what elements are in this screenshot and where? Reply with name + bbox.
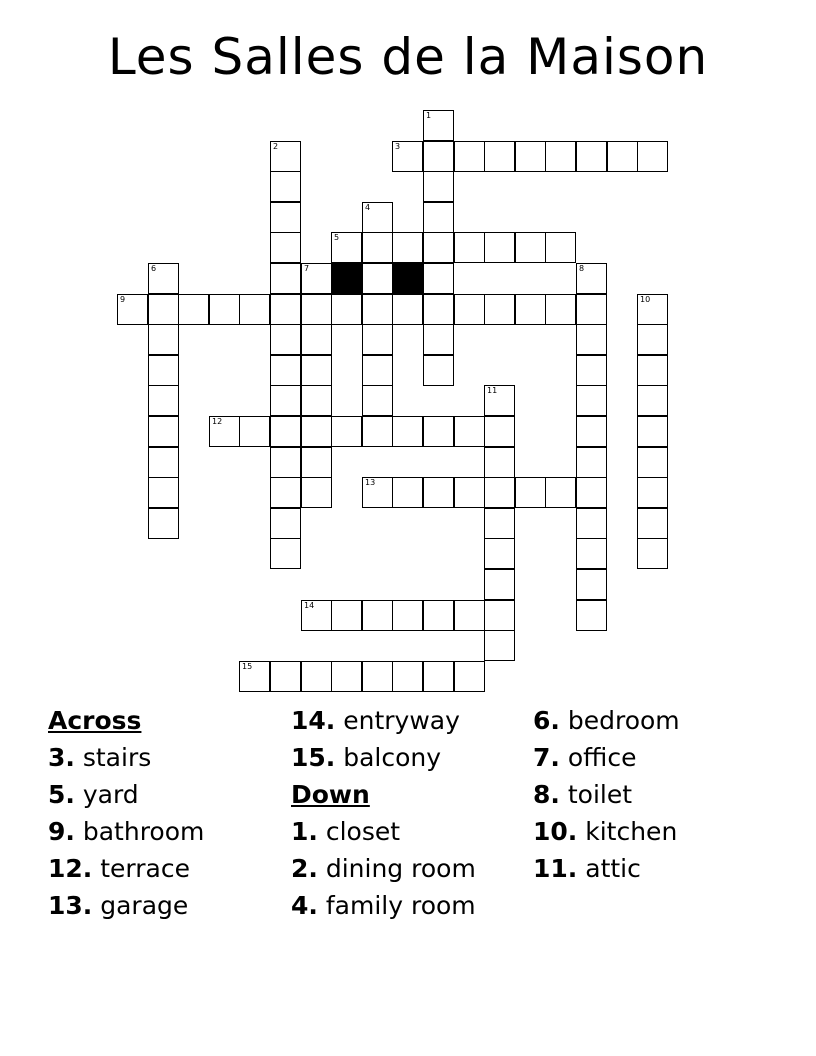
clue-text: office bbox=[559, 743, 637, 772]
black-square bbox=[331, 263, 362, 294]
grid-cell[interactable] bbox=[270, 447, 301, 478]
grid-cell[interactable] bbox=[637, 294, 668, 325]
grid-cell[interactable] bbox=[301, 263, 332, 294]
clue-item bbox=[48, 776, 204, 813]
grid-cell[interactable] bbox=[576, 385, 607, 416]
grid-cell[interactable] bbox=[484, 141, 515, 172]
grid-cell[interactable] bbox=[148, 324, 179, 355]
grid-cell[interactable] bbox=[148, 355, 179, 386]
grid-cell[interactable] bbox=[637, 416, 668, 447]
grid-cell[interactable] bbox=[239, 661, 270, 692]
grid-cell[interactable] bbox=[331, 294, 362, 325]
grid-cell[interactable] bbox=[301, 477, 332, 508]
grid-cell[interactable] bbox=[484, 538, 515, 569]
grid-cell[interactable] bbox=[637, 508, 668, 539]
grid-cell[interactable] bbox=[515, 232, 546, 263]
grid-cell[interactable] bbox=[270, 661, 301, 692]
clue-text: closet bbox=[317, 817, 401, 846]
grid-cell[interactable] bbox=[270, 202, 301, 233]
grid-cell[interactable] bbox=[362, 263, 393, 294]
grid-cell[interactable] bbox=[270, 141, 301, 172]
grid-cell[interactable] bbox=[301, 447, 332, 478]
grid-cell[interactable] bbox=[454, 416, 485, 447]
clue-number-label: 3. bbox=[48, 743, 75, 772]
grid-cell[interactable] bbox=[545, 294, 576, 325]
clue-text: dining room bbox=[317, 854, 476, 883]
grid-cell[interactable] bbox=[454, 232, 485, 263]
grid-cell[interactable] bbox=[637, 385, 668, 416]
grid-cell[interactable] bbox=[423, 600, 454, 631]
grid-cell[interactable] bbox=[484, 416, 515, 447]
grid-cell[interactable] bbox=[392, 232, 423, 263]
down-heading: Down bbox=[291, 780, 370, 809]
grid-cell[interactable] bbox=[392, 600, 423, 631]
grid-cell[interactable] bbox=[576, 263, 607, 294]
grid-cell[interactable] bbox=[484, 232, 515, 263]
grid-cell[interactable] bbox=[454, 600, 485, 631]
clue-item bbox=[533, 702, 680, 739]
clue-number-label: 7. bbox=[533, 743, 560, 772]
clue-number-label: 8. bbox=[533, 780, 560, 809]
clue-item bbox=[291, 850, 476, 887]
clue-item bbox=[48, 887, 204, 924]
grid-cell[interactable] bbox=[423, 416, 454, 447]
clue-text: kitchen bbox=[577, 817, 678, 846]
grid-cell[interactable] bbox=[270, 324, 301, 355]
grid-cell[interactable] bbox=[301, 324, 332, 355]
clue-column-1 bbox=[48, 702, 204, 924]
grid-cell[interactable] bbox=[637, 324, 668, 355]
grid-cell[interactable] bbox=[362, 385, 393, 416]
grid-cell[interactable] bbox=[117, 294, 148, 325]
grid-cell[interactable] bbox=[148, 294, 179, 325]
grid-cell[interactable] bbox=[392, 141, 423, 172]
clue-item bbox=[533, 813, 680, 850]
grid-cell[interactable] bbox=[148, 508, 179, 539]
grid-cell[interactable] bbox=[270, 355, 301, 386]
clue-text: family room bbox=[317, 891, 476, 920]
grid-cell[interactable] bbox=[637, 477, 668, 508]
grid-cell[interactable] bbox=[423, 661, 454, 692]
clue-item bbox=[291, 739, 476, 776]
grid-cell[interactable] bbox=[637, 538, 668, 569]
grid-cell[interactable] bbox=[545, 141, 576, 172]
clue-number: 10 bbox=[640, 295, 651, 304]
grid-cell[interactable] bbox=[392, 477, 423, 508]
grid-cell[interactable] bbox=[423, 324, 454, 355]
clue-column-2 bbox=[291, 702, 476, 924]
clue-number-label: 15. bbox=[291, 743, 336, 772]
clue-item bbox=[533, 776, 680, 813]
clue-text: bedroom bbox=[559, 706, 680, 735]
grid-cell[interactable] bbox=[148, 263, 179, 294]
grid-cell[interactable] bbox=[362, 477, 393, 508]
clue-text: toilet bbox=[559, 780, 633, 809]
grid-cell[interactable] bbox=[423, 294, 454, 325]
grid-cell[interactable] bbox=[454, 477, 485, 508]
clue-number-label: 11. bbox=[533, 854, 578, 883]
clue-number: 12 bbox=[212, 417, 223, 426]
grid-cell[interactable] bbox=[270, 385, 301, 416]
grid-cell[interactable] bbox=[576, 416, 607, 447]
clue-number: 7 bbox=[304, 264, 310, 273]
clue-text: terrace bbox=[92, 854, 190, 883]
grid-cell[interactable] bbox=[423, 171, 454, 202]
clue-number-label: 9. bbox=[48, 817, 75, 846]
grid-cell[interactable] bbox=[454, 294, 485, 325]
grid-cell[interactable] bbox=[545, 477, 576, 508]
grid-cell[interactable] bbox=[637, 447, 668, 478]
grid-cell[interactable] bbox=[515, 294, 546, 325]
grid-cell[interactable] bbox=[454, 661, 485, 692]
grid-cell[interactable] bbox=[576, 141, 607, 172]
grid-cell[interactable] bbox=[301, 600, 332, 631]
grid-cell[interactable] bbox=[270, 538, 301, 569]
grid-cell[interactable] bbox=[576, 538, 607, 569]
grid-cell[interactable] bbox=[362, 661, 393, 692]
grid-cell[interactable] bbox=[270, 232, 301, 263]
grid-cell[interactable] bbox=[178, 294, 209, 325]
clue-item bbox=[291, 702, 476, 739]
grid-cell[interactable] bbox=[270, 508, 301, 539]
grid-cell[interactable] bbox=[423, 232, 454, 263]
grid-cell[interactable] bbox=[239, 416, 270, 447]
clue-number-label: 13. bbox=[48, 891, 93, 920]
grid-cell[interactable] bbox=[392, 416, 423, 447]
clue-number: 9 bbox=[120, 295, 126, 304]
grid-cell[interactable] bbox=[484, 569, 515, 600]
grid-cell[interactable] bbox=[301, 294, 332, 325]
clue-number-label: 2. bbox=[291, 854, 318, 883]
grid-cell[interactable] bbox=[362, 202, 393, 233]
grid-cell[interactable] bbox=[362, 294, 393, 325]
clue-text: attic bbox=[577, 854, 641, 883]
grid-cell[interactable] bbox=[301, 355, 332, 386]
puzzle-title: Les Salles de la Maison bbox=[107, 28, 709, 86]
grid-cell[interactable] bbox=[423, 355, 454, 386]
clue-text: yard bbox=[74, 780, 139, 809]
clue-number: 2 bbox=[273, 142, 279, 151]
clue-item bbox=[533, 739, 680, 776]
grid-cell[interactable] bbox=[331, 232, 362, 263]
clue-number: 14 bbox=[304, 601, 315, 610]
clue-number: 6 bbox=[151, 264, 157, 273]
grid-cell[interactable] bbox=[576, 447, 607, 478]
grid-cell[interactable] bbox=[454, 141, 485, 172]
grid-cell[interactable] bbox=[148, 447, 179, 478]
clue-number: 13 bbox=[365, 478, 376, 487]
clue-number: 4 bbox=[365, 203, 371, 212]
grid-cell[interactable] bbox=[270, 477, 301, 508]
clue-number-label: 1. bbox=[291, 817, 318, 846]
grid-cell[interactable] bbox=[484, 600, 515, 631]
grid-cell[interactable] bbox=[392, 294, 423, 325]
grid-cell[interactable] bbox=[607, 141, 638, 172]
clue-number-label: 4. bbox=[291, 891, 318, 920]
clue-item bbox=[291, 813, 476, 850]
grid-cell[interactable] bbox=[331, 600, 362, 631]
grid-cell[interactable] bbox=[362, 600, 393, 631]
clue-item bbox=[48, 813, 204, 850]
grid-cell[interactable] bbox=[637, 355, 668, 386]
grid-cell[interactable] bbox=[484, 508, 515, 539]
grid-cell[interactable] bbox=[484, 385, 515, 416]
grid-cell[interactable] bbox=[270, 416, 301, 447]
clue-number: 15 bbox=[242, 662, 253, 671]
across-clue-list bbox=[48, 739, 204, 924]
grid-cell[interactable] bbox=[484, 630, 515, 661]
grid-cell[interactable] bbox=[637, 141, 668, 172]
grid-cell[interactable] bbox=[270, 171, 301, 202]
clue-text: bathroom bbox=[74, 817, 205, 846]
grid-cell[interactable] bbox=[576, 569, 607, 600]
clue-column-3 bbox=[533, 702, 680, 887]
grid-cell[interactable] bbox=[362, 324, 393, 355]
clue-number-label: 10. bbox=[533, 817, 578, 846]
grid-cell[interactable] bbox=[484, 447, 515, 478]
grid-cell[interactable] bbox=[484, 477, 515, 508]
grid-cell[interactable] bbox=[270, 294, 301, 325]
clue-number: 8 bbox=[579, 264, 585, 273]
grid-cell[interactable] bbox=[392, 661, 423, 692]
grid-cell[interactable] bbox=[331, 416, 362, 447]
clue-number-label: 6. bbox=[533, 706, 560, 735]
clue-text: garage bbox=[92, 891, 189, 920]
grid-cell[interactable] bbox=[209, 294, 240, 325]
grid-cell[interactable] bbox=[148, 477, 179, 508]
grid-cell[interactable] bbox=[148, 385, 179, 416]
clue-text: balcony bbox=[335, 743, 442, 772]
grid-cell[interactable] bbox=[515, 141, 546, 172]
grid-cell[interactable] bbox=[362, 232, 393, 263]
grid-cell[interactable] bbox=[209, 416, 240, 447]
clue-item bbox=[48, 850, 204, 887]
clue-number: 3 bbox=[395, 142, 401, 151]
grid-cell[interactable] bbox=[301, 416, 332, 447]
clue-number: 1 bbox=[426, 111, 432, 120]
grid-cell[interactable] bbox=[545, 232, 576, 263]
clue-number: 5 bbox=[334, 233, 340, 242]
clue-item bbox=[533, 850, 680, 887]
grid-cell[interactable] bbox=[576, 294, 607, 325]
grid-cell[interactable] bbox=[423, 141, 454, 172]
black-square bbox=[392, 263, 423, 294]
across-heading: Across bbox=[48, 706, 142, 735]
grid-cell[interactable] bbox=[301, 385, 332, 416]
grid-cell[interactable] bbox=[484, 294, 515, 325]
clue-text: entryway bbox=[335, 706, 460, 735]
grid-cell[interactable] bbox=[239, 294, 270, 325]
grid-cell[interactable] bbox=[270, 263, 301, 294]
down-clue-list-continued bbox=[533, 702, 680, 887]
grid-cell[interactable] bbox=[423, 202, 454, 233]
grid-cell[interactable] bbox=[148, 416, 179, 447]
grid-cell[interactable] bbox=[576, 477, 607, 508]
grid-cell[interactable] bbox=[423, 110, 454, 141]
clue-text: stairs bbox=[74, 743, 152, 772]
grid-cell[interactable] bbox=[576, 508, 607, 539]
grid-cell[interactable] bbox=[576, 355, 607, 386]
grid-cell[interactable] bbox=[576, 600, 607, 631]
grid-cell[interactable] bbox=[301, 661, 332, 692]
clue-item bbox=[48, 739, 204, 776]
clue-number-label: 14. bbox=[291, 706, 336, 735]
clue-number-label: 5. bbox=[48, 780, 75, 809]
grid-cell[interactable] bbox=[362, 416, 393, 447]
clue-item bbox=[291, 887, 476, 924]
down-clue-list bbox=[291, 813, 476, 924]
grid-cell[interactable] bbox=[515, 477, 546, 508]
grid-cell[interactable] bbox=[423, 477, 454, 508]
clue-number-label: 12. bbox=[48, 854, 93, 883]
grid-cell[interactable] bbox=[423, 263, 454, 294]
clue-number: 11 bbox=[487, 386, 498, 395]
across-clue-list-continued bbox=[291, 702, 476, 776]
grid-cell[interactable] bbox=[331, 661, 362, 692]
grid-cell[interactable] bbox=[576, 324, 607, 355]
grid-cell[interactable] bbox=[362, 355, 393, 386]
